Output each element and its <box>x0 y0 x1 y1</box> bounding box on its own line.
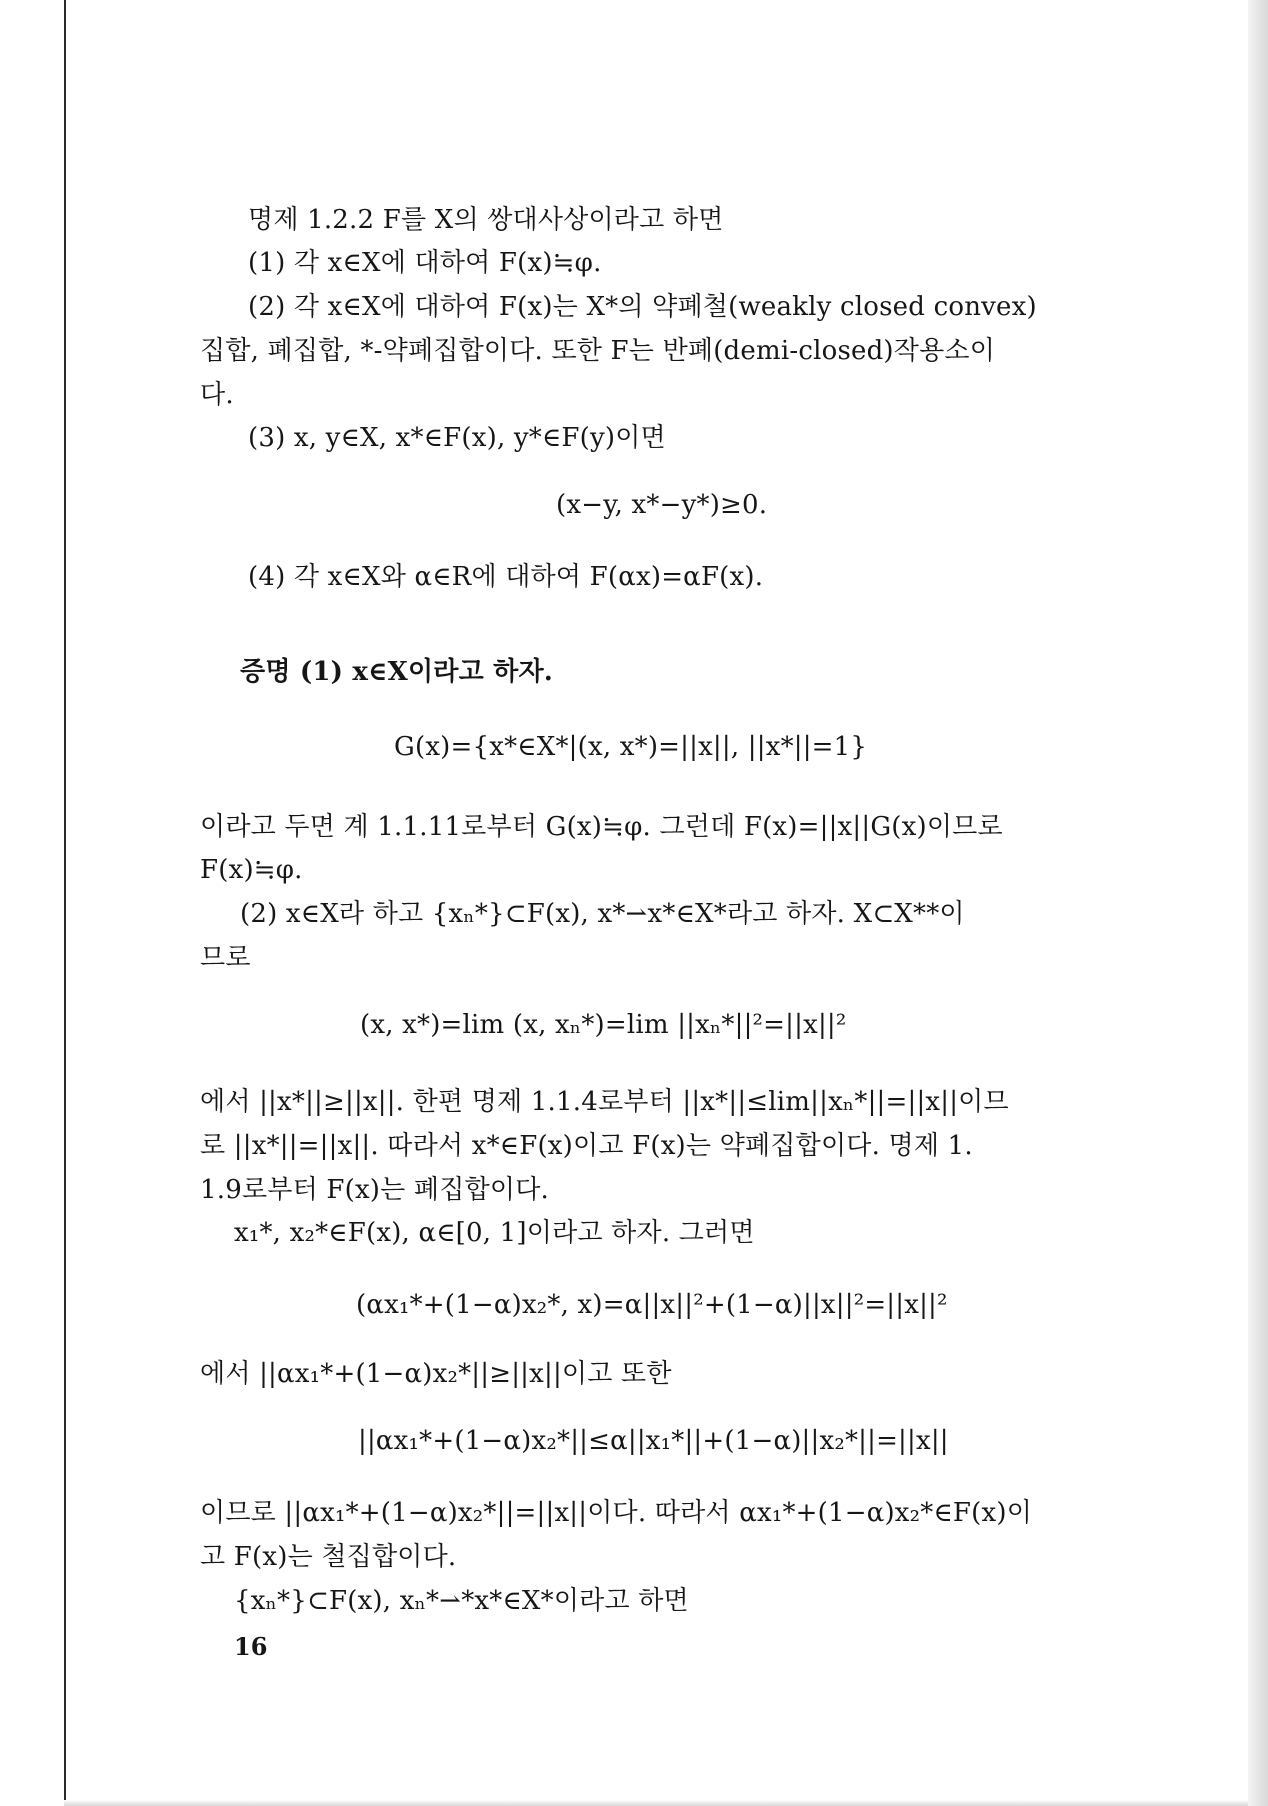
proof-line: 고 F(x)는 철집합이다. <box>200 1542 457 1572</box>
proof-line: 에서 ||αx₁*+(1−α)x₂*||≥||x||이고 또한 <box>200 1359 672 1389</box>
proof-line: 에서 ||x*||≥||x||. 한편 명제 1.1.4로부터 ||x*||≤lim||xₙ*||=||x||이므 <box>200 1087 1009 1117</box>
proof-line: 이라고 두면 계 1.1.11로부터 G(x)≒φ. 그런데 F(x)=||x||G(x)이므로 <box>200 812 1003 842</box>
equation-g-definition: G(x)={x*∈X*|(x, x*)=||x||, ||x*||=1} <box>394 732 868 762</box>
proposition-item-2-end: 다. <box>200 380 234 410</box>
proof-line: 1.9로부터 F(x)는 폐집합이다. <box>200 1175 549 1205</box>
proof-line: 므로 <box>200 943 251 973</box>
page-number: 16 <box>234 1632 268 1661</box>
equation-convex-combination: (αx₁*+(1−α)x₂*, x)=α||x||²+(1−α)||x||²=||x||² <box>356 1290 948 1320</box>
proof-line: {xₙ*}⊂F(x), xₙ*⇀*x*∈X*이라고 하면 <box>234 1586 689 1616</box>
proof-line: 로 ||x*||=||x||. 따라서 x*∈F(x)이고 F(x)는 약폐집합이다. 명제 1. <box>200 1131 973 1161</box>
proposition-item-2: (2) 각 x∈X에 대하여 F(x)는 X*의 약폐철(weakly closed convex) <box>248 292 1037 322</box>
equation-limit: (x, x*)=lim (x, xₙ*)=lim ||xₙ*||²=||x||² <box>360 1010 847 1040</box>
proposition-item-3: (3) x, y∈X, x*∈F(x), y*∈F(y)이면 <box>248 423 666 453</box>
proof-line: F(x)≒φ. <box>200 855 303 885</box>
proposition-item-4: (4) 각 x∈X와 α∈R에 대하여 F(αx)=αF(x). <box>248 562 764 592</box>
page-left-border <box>64 0 66 1806</box>
proposition-item-1: (1) 각 x∈X에 대하여 F(x)≒φ. <box>248 248 602 278</box>
proposition-item-2-cont: 집합, 폐집합, *-약폐집합이다. 또한 F는 반폐(demi-closed)작용소이 <box>200 336 996 366</box>
proposition-heading: 명제 1.2.2 F를 X의 쌍대사상이라고 하면 <box>248 205 724 235</box>
page-bottom-edge <box>64 1800 1248 1806</box>
page-right-edge <box>1248 0 1268 1806</box>
equation-monotone: (x−y, x*−y*)≥0. <box>556 490 768 520</box>
proof-line: 이므로 ||αx₁*+(1−α)x₂*||=||x||이다. 따라서 αx₁*+(1−α)x₂*∈F(x)이 <box>200 1498 1033 1528</box>
equation-norm-inequality: ||αx₁*+(1−α)x₂*||≤α||x₁*||+(1−α)||x₂*||=||x|| <box>358 1426 949 1456</box>
proof-start: 증명 (1) x∈X이라고 하자. <box>240 657 554 687</box>
proof-line: x₁*, x₂*∈F(x), α∈[0, 1]이라고 하자. 그러면 <box>234 1218 755 1248</box>
proof-line: (2) x∈X라 하고 {xₙ*}⊂F(x), x*⇀x*∈X*라고 하자. X⊂X**이 <box>240 899 965 929</box>
